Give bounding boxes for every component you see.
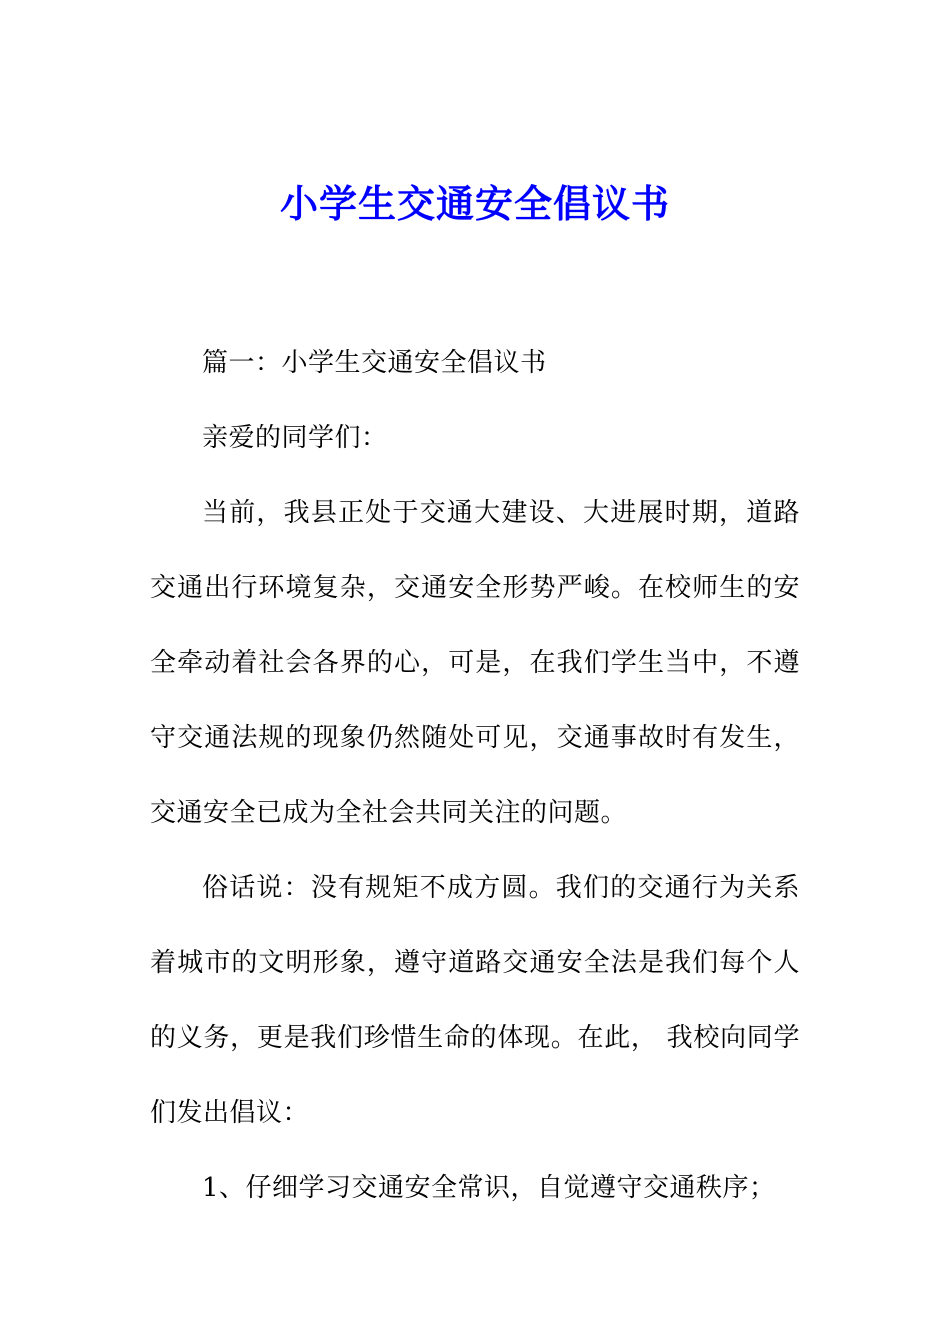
section-heading: 篇一：小学生交通安全倡议书 (202, 348, 547, 378)
body-paragraph-situation: 当前，我县正处于交通大建设、大进展时期，道路交通出行环境复杂，交通安全形势严峻。在校师生的安全牵动着社会各界的心，可是，在我们学生当中，不遵守交通法规的现象仍然随处可见，交通事故时有发生，交通安全已成为全社会共同关注的问题。 (150, 498, 800, 828)
document-title: 小学生交通安全倡议书 (279, 181, 670, 226)
body-paragraph-proverb: 俗话说：没有规矩不成方圆。我们的交通行为关系着城市的文明形象，遵守道路交通安全法是我们每个人的义务，更是我们珍惜生命的体现。在此， 我校向同学们发出倡议： (150, 873, 800, 1128)
document-body (150, 326, 800, 1226)
salutation: 亲爱的同学们： (202, 423, 388, 453)
proposal-item-1: 1、仔细学习交通安全常识，自觉遵守交通秩序； (202, 1173, 776, 1203)
